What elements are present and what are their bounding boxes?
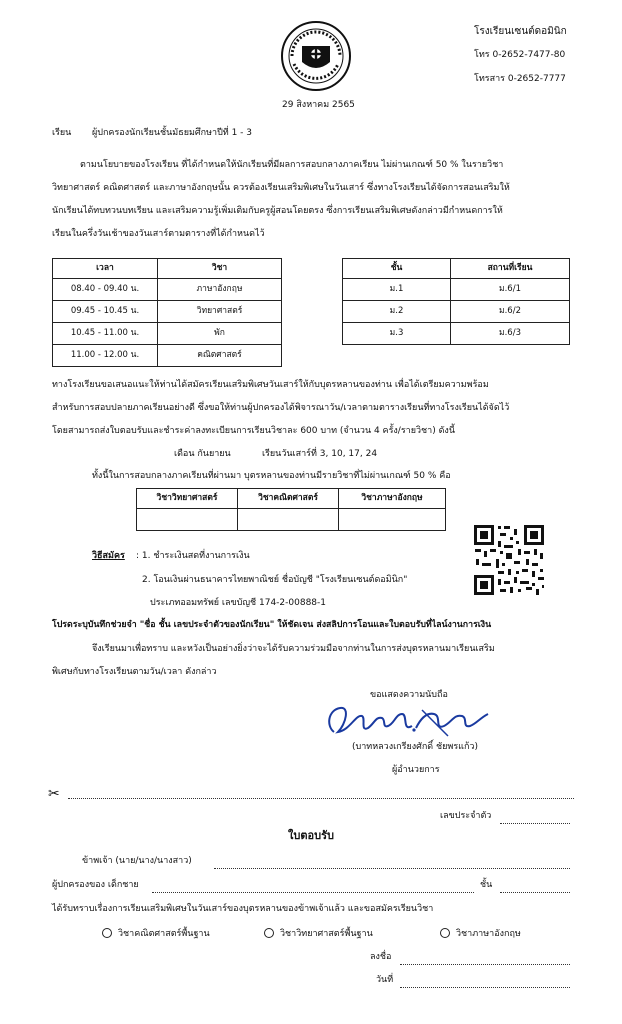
apply-step-1: : 1. ชำระเงินสดที่งานการเงิน <box>136 551 250 561</box>
table-row <box>53 301 282 323</box>
subjects-table <box>136 488 446 531</box>
salutation-label: เรียน <box>52 128 72 138</box>
room-header-location: สถานที่เรียน <box>451 259 570 279</box>
schedule-subject: วิทยาศาสตร์ <box>158 301 282 323</box>
option-english[interactable] <box>440 928 521 940</box>
school-phone: โทร 0-2652-7477-80 <box>474 50 566 60</box>
apply-account: ประเภทออมทรัพย์ เลขบัญชี 174-2-00888-1 <box>150 598 326 608</box>
advice-line-1: ทางโรงเรียนขอเสนอแนะให้ท่านได้สมัครเรียนเสริมพิเศษวันเสาร์ให้กับบุตรหลานของท่าน เพื่อได้เตรียมความพร้อม <box>52 380 489 390</box>
table-row <box>343 279 570 301</box>
subject-cell-math[interactable] <box>238 509 339 531</box>
guardian-label: ผู้ปกครองของ เด็กชาย <box>52 880 139 890</box>
advice-line-3: โดยสามารถส่งใบตอบรับและชำระค่าลงทะเบียนการเรียนวิชาละ 600 บาท (จำนวน 4 ครั้ง/รายวิชา) ดังนี้ <box>52 426 455 436</box>
table-row <box>53 279 282 301</box>
class-field[interactable] <box>500 892 570 893</box>
class-label: ชั้น <box>480 880 493 890</box>
option-math-label: วิชาคณิตศาสตร์พื้นฐาน <box>118 929 210 939</box>
failed-subjects-line: ทั้งนี้ในการสอบกลางภาคเรียนที่ผ่านมา บุตรหลานของท่านมีรายวิชาที่ไม่ผ่านเกณฑ์ 50 % คือ <box>92 471 451 481</box>
saturday-dates: เรียนวันเสาร์ที่ 3, 10, 17, 24 <box>262 449 378 459</box>
me-name-field[interactable] <box>214 868 570 869</box>
signature-scribble <box>316 702 496 740</box>
salutation-to: ผู้ปกครองนักเรียนชั้นมัธยมศึกษาปีที่ 1 - 3 <box>92 128 252 138</box>
room-table <box>342 258 570 345</box>
room-class: ม.3 <box>343 323 451 345</box>
closing-line-2: พิเศษกับทางโรงเรียนตามวัน/เวลา ดังกล่าว <box>52 667 217 677</box>
qr-code <box>472 523 546 597</box>
room-class: ม.2 <box>343 301 451 323</box>
schedule-time: 08.40 - 09.40 น. <box>53 279 158 301</box>
radio-circle-icon[interactable] <box>264 928 274 938</box>
table-row <box>53 345 282 367</box>
table-row <box>137 509 446 531</box>
subject-cell-science[interactable] <box>137 509 238 531</box>
schedule-table <box>52 258 282 367</box>
table-row <box>343 301 570 323</box>
room-class: ม.1 <box>343 279 451 301</box>
advice-line-2: สำหรับการสอบปลายภาคเรียนอย่างดี ซึ่งขอให้ท่านผู้ปกครองได้พิจารณาวัน/เวลาตามตารางเรียนที่ทางโรงเรียนได้จัดไว้ <box>52 403 510 413</box>
option-english-label: วิชาภาษาอังกฤษ <box>456 929 521 939</box>
student-id-label: เลขประจำตัว <box>440 811 492 821</box>
signer-position: ผู้อำนวยการ <box>392 765 440 775</box>
scissors-icon: ✂ <box>48 786 60 802</box>
date-field[interactable] <box>400 987 570 988</box>
schedule-subject: ภาษาอังกฤษ <box>158 279 282 301</box>
schedule-subject: คณิตศาสตร์ <box>158 345 282 367</box>
intro-line-1: ตามนโยบายของโรงเรียน ที่ได้กำหนดให้นักเรียนที่มีผลการสอบกลางภาคเรียน ไม่ผ่านเกณฑ์ 50 % ในรายวิชา <box>80 160 504 170</box>
note-line: โปรดระบุบันทึกช่วยจำ "ชื่อ ชั้น เลขประจำตัวของนักเรียน" ให้ชัดเจน ส่งสลิปการโอนและใบตอบรับที่ไลน์งานการเงิน <box>52 620 492 630</box>
student-id-field[interactable] <box>500 823 570 824</box>
table-row <box>343 323 570 345</box>
room-header-class: ชั้น <box>343 259 451 279</box>
subject-cell-english[interactable] <box>339 509 446 531</box>
month-label: เดือน กันยายน <box>174 449 231 459</box>
schedule-time: 11.00 - 12.00 น. <box>53 345 158 367</box>
cut-line <box>68 798 574 799</box>
room-location: ม.6/1 <box>451 279 570 301</box>
intro-line-2: วิทยาศาสตร์ คณิตศาสตร์ และภาษาอังกฤษนั้น ควรต้องเรียนเสริมพิเศษในวันเสาร์ ซึ่งทางโรงเรียนได้จัดการสอนเสริมให้ <box>52 183 510 193</box>
sign-field[interactable] <box>400 964 570 965</box>
schedule-header-subject: วิชา <box>158 259 282 279</box>
apply-label: วิธีสมัคร <box>92 551 125 561</box>
table-row <box>53 323 282 345</box>
letter-date: 29 สิงหาคม 2565 <box>282 100 355 110</box>
intro-line-3: นักเรียนได้ทบทวนบทเรียน และเสริมความรู้เพิ่มเติมกับครูผู้สอนโดยตรง ซึ่งการเรียนเสริมพิเศษดังกล่าวมีกำหนดการให้ <box>52 206 503 216</box>
school-logo <box>280 20 352 92</box>
school-fax: โทรสาร 0-2652-7777 <box>474 74 566 84</box>
regards: ขอแสดงความนับถือ <box>370 690 448 700</box>
signer-name: (บาทหลวงเกรียงศักดิ์ ชัยพรแก้ว) <box>352 742 478 752</box>
intro-line-4: เรียนในครึ่งวันเช้าของวันเสาร์ตามตารางที่ได้กำหนดไว้ <box>52 229 265 239</box>
sign-label: ลงชื่อ <box>370 952 392 962</box>
radio-circle-icon[interactable] <box>440 928 450 938</box>
me-label: ข้าพเจ้า (นาย/นาง/นางสาว) <box>82 856 192 866</box>
radio-circle-icon[interactable] <box>102 928 112 938</box>
subject-header-science: วิชาวิทยาศาสตร์ <box>137 489 238 509</box>
ack-line: ได้รับทราบเรื่องการเรียนเสริมพิเศษในวันเสาร์ของบุตรหลานของข้าพเจ้าแล้ว และขอสมัครเรียนวิชา <box>52 904 434 914</box>
apply-step-2: 2. โอนเงินผ่านธนาคารไทยพาณิชย์ ชื่อบัญชี "โรงเรียนเซนต์ดอมินิก" <box>142 575 408 585</box>
closing-line-1: จึงเรียนมาเพื่อทราบ และหวังเป็นอย่างยิ่งว่าจะได้รับความร่วมมือจากท่านในการส่งบุตรหลานมาเรียนเสริม <box>92 644 495 654</box>
reply-slip-title: ใบตอบรับ <box>288 829 334 842</box>
option-science[interactable] <box>264 928 373 940</box>
schedule-time: 10.45 - 11.00 น. <box>53 323 158 345</box>
date-label: วันที่ <box>376 975 394 985</box>
subject-header-math: วิชาคณิตศาสตร์ <box>238 489 339 509</box>
schedule-header-time: เวลา <box>53 259 158 279</box>
room-location: ม.6/2 <box>451 301 570 323</box>
child-name-field[interactable] <box>152 892 474 893</box>
schedule-subject: พัก <box>158 323 282 345</box>
subject-header-english: วิชาภาษาอังกฤษ <box>339 489 446 509</box>
option-math[interactable] <box>102 928 210 940</box>
schedule-time: 09.45 - 10.45 น. <box>53 301 158 323</box>
option-science-label: วิชาวิทยาศาสตร์พื้นฐาน <box>280 929 373 939</box>
school-name: โรงเรียนเซนต์ดอมินิก <box>474 26 567 37</box>
room-location: ม.6/3 <box>451 323 570 345</box>
